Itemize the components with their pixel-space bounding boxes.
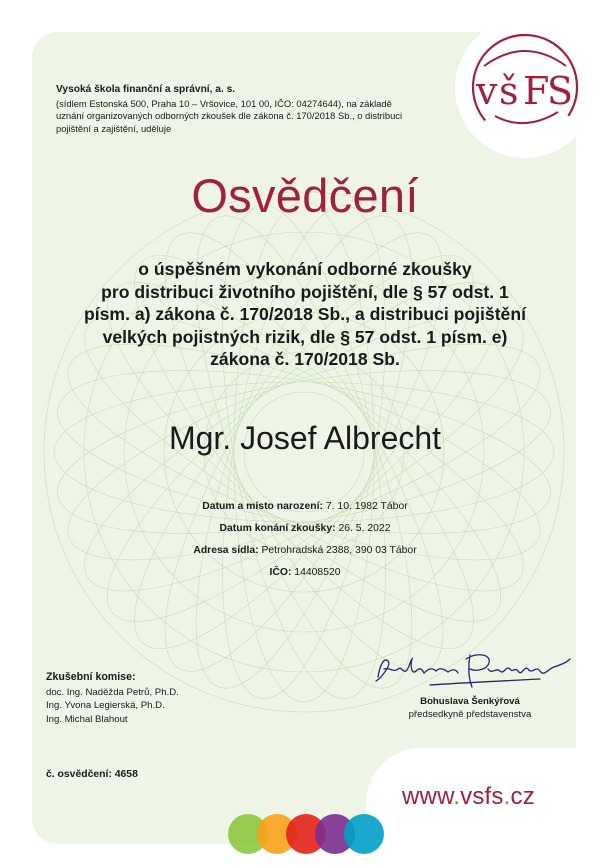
certificate-number (46, 769, 138, 780)
address-label: Adresa sídla: (193, 545, 259, 556)
svg-text:v: v (476, 69, 498, 113)
svg-text:F: F (523, 69, 550, 113)
website-tld: cz (510, 783, 535, 810)
ico-row (0, 562, 610, 584)
vsfs-logo (470, 32, 580, 142)
certificate-title: Osvědčení (191, 169, 419, 222)
recipient-details (0, 496, 610, 584)
website-domain: vsfs (460, 783, 504, 810)
issuer-block (56, 84, 456, 135)
recipient-name: Mgr. Josef Albrecht (168, 420, 442, 456)
handwritten-signature (370, 647, 575, 692)
certificate-number-label: č. osvědčení: (46, 769, 112, 780)
issuer-name: Vysoká škola finanční a správní, a. s. (56, 84, 236, 95)
signatory (395, 696, 545, 721)
svg-text:š: š (499, 69, 519, 113)
birth-row (0, 496, 610, 518)
issuer-address-line: uznání organizovaných odborných zkoušek dle zákona č. 170/2018 Sb., o distribuci (56, 110, 403, 121)
exam-committee (46, 671, 179, 726)
subtitle-line: písm. a) zákona č. 170/2018 Sb., a distribuci pojištění (84, 304, 526, 324)
signatory-name: Bohuslava Šenkýřová (420, 696, 520, 707)
committee-member: Ing. Michal Blahout (46, 713, 128, 725)
address-row (0, 540, 610, 562)
issuer-address-line: pojištění a zajištění, uděluje (56, 122, 172, 134)
certificate-subtitle (70, 258, 540, 371)
committee-title: Zkušební komise: (46, 671, 136, 683)
subtitle-line: o úspěšném vykonání odborné zkoušky (138, 259, 472, 279)
exam-date-row (0, 518, 610, 540)
birth-value: 7. 10. 1982 Tábor (325, 501, 408, 512)
exam-date-value: 26. 5. 2022 (338, 523, 391, 534)
committee-member: Ing. Yvona Legierská, Ph.D. (46, 700, 165, 711)
website (402, 783, 535, 811)
exam-date-label: Datum konání zkoušky: (219, 523, 336, 534)
subtitle-line: zákona č. 170/2018 Sb. (210, 349, 400, 369)
committee-member: doc. Ing. Naděžda Petrů, Ph.D. (46, 686, 179, 698)
website-separator: . (453, 783, 461, 810)
address-value: Petrohradská 2388, 390 03 Tábor (261, 545, 417, 556)
website-separator: . (503, 783, 511, 810)
birth-label: Datum a místo narození: (202, 501, 323, 512)
color-dot (344, 814, 384, 854)
subtitle-line: velkých pojistných rizik, dle § 57 odst. 1 písm. e) (102, 326, 508, 347)
svg-text:S: S (547, 69, 574, 113)
certificate-number-value: 4658 (114, 769, 138, 780)
website-prefix: www (402, 783, 454, 810)
ico-label: IČO: (269, 567, 292, 578)
signatory-role: předsedkyně představenstva (408, 708, 532, 720)
issuer-address-line: (sídlem Estonská 500, Praha 10 – Vršovice, 101 00, IČO: 04274644), na základě (56, 97, 392, 109)
decorative-dots (226, 812, 386, 857)
subtitle-line: pro distribuci životního pojištění, dle § 57 odst. 1 (101, 281, 509, 302)
ico-value: 14408520 (294, 567, 341, 578)
